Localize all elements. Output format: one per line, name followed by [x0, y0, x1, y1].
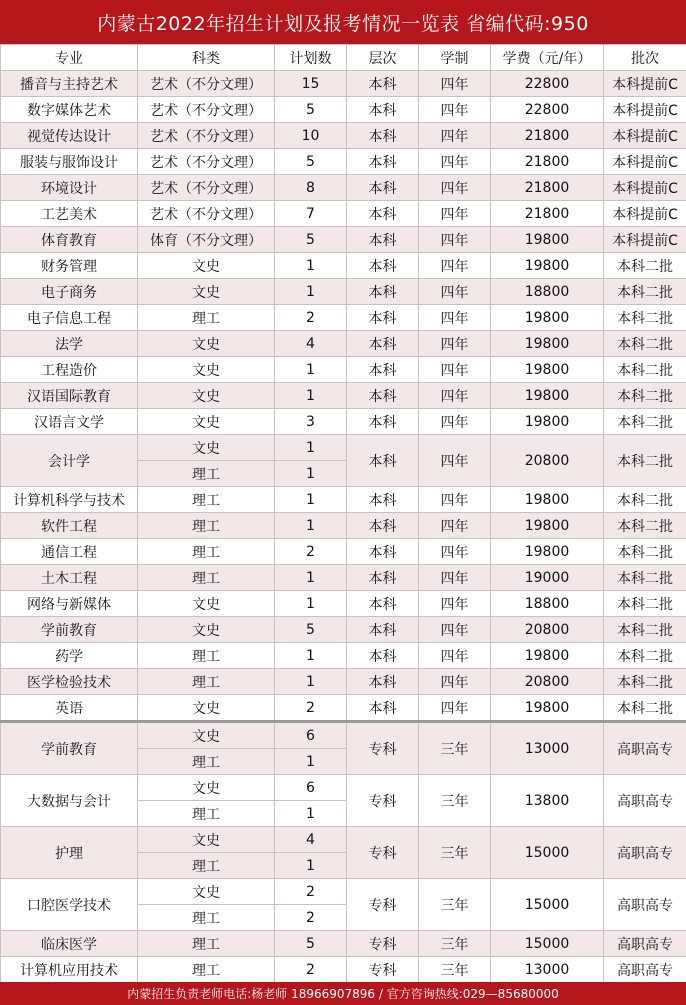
plan-cell: 5	[275, 617, 347, 643]
plan-cell: 1	[275, 357, 347, 383]
header-batch: 批次	[604, 45, 686, 71]
major-cell: 医学检验技术	[1, 669, 138, 695]
fee-cell: 19800	[491, 513, 604, 539]
table-row	[1, 827, 686, 853]
batch-cell: 本科提前C	[604, 227, 686, 253]
batch-cell: 本科二批	[604, 409, 686, 435]
table-row	[1, 775, 686, 801]
batch-cell: 本科二批	[604, 331, 686, 357]
level-cell: 本科	[347, 643, 419, 669]
table-row	[1, 123, 686, 149]
fee-cell: 15000	[491, 827, 604, 879]
batch-cell: 本科二批	[604, 435, 686, 487]
years-cell: 四年	[419, 357, 491, 383]
batch-cell: 本科提前C	[604, 175, 686, 201]
category-cell: 文史	[138, 331, 275, 357]
batch-cell: 本科提前C	[604, 201, 686, 227]
fee-cell: 13800	[491, 775, 604, 827]
header-fee: 学费（元/年）	[491, 45, 604, 71]
plan-cell: 5	[275, 149, 347, 175]
plan-cell: 2	[275, 879, 347, 905]
table-row	[1, 695, 686, 722]
category-cell: 理工	[138, 669, 275, 695]
plan-cell: 6	[275, 722, 347, 749]
level-cell: 本科	[347, 331, 419, 357]
level-cell: 本科	[347, 71, 419, 97]
level-cell: 专科	[347, 879, 419, 931]
fee-cell: 21800	[491, 123, 604, 149]
batch-cell: 本科二批	[604, 305, 686, 331]
fee-cell: 19800	[491, 305, 604, 331]
major-cell: 电子商务	[1, 279, 138, 305]
years-cell: 四年	[419, 149, 491, 175]
years-cell: 四年	[419, 97, 491, 123]
category-cell: 体育（不分文理）	[138, 227, 275, 253]
level-cell: 专科	[347, 931, 419, 957]
table-row	[1, 227, 686, 253]
plan-cell: 1	[275, 253, 347, 279]
category-cell: 理工	[138, 931, 275, 957]
table-row	[1, 617, 686, 643]
fee-cell: 21800	[491, 175, 604, 201]
years-cell: 四年	[419, 617, 491, 643]
major-cell: 汉语言文学	[1, 409, 138, 435]
batch-cell: 本科二批	[604, 383, 686, 409]
plan-cell: 10	[275, 123, 347, 149]
table-row	[1, 279, 686, 305]
table-row	[1, 487, 686, 513]
category-cell: 理工	[138, 957, 275, 983]
plan-cell: 5	[275, 931, 347, 957]
category-cell: 文史	[138, 827, 275, 853]
level-cell: 本科	[347, 123, 419, 149]
category-cell: 艺术（不分文理）	[138, 149, 275, 175]
level-cell: 本科	[347, 435, 419, 487]
table-row	[1, 435, 686, 461]
header-major: 专业	[1, 45, 138, 71]
major-cell: 药学	[1, 643, 138, 669]
category-cell: 艺术（不分文理）	[138, 201, 275, 227]
admission-table	[0, 44, 686, 983]
batch-cell: 本科二批	[604, 539, 686, 565]
fee-cell: 19800	[491, 331, 604, 357]
years-cell: 四年	[419, 383, 491, 409]
level-cell: 本科	[347, 669, 419, 695]
level-cell: 专科	[347, 722, 419, 775]
fee-cell: 22800	[491, 97, 604, 123]
plan-cell: 6	[275, 775, 347, 801]
major-cell: 护理	[1, 827, 138, 879]
fee-cell: 21800	[491, 149, 604, 175]
page-title: 内蒙古2022年招生计划及报考情况一览表 省编代码:950	[0, 0, 686, 44]
years-cell: 四年	[419, 279, 491, 305]
table-row	[1, 722, 686, 749]
fee-cell: 21800	[491, 201, 604, 227]
fee-cell: 19800	[491, 357, 604, 383]
batch-cell: 本科二批	[604, 695, 686, 722]
category-cell: 文史	[138, 591, 275, 617]
batch-cell: 本科提前C	[604, 71, 686, 97]
years-cell: 四年	[419, 435, 491, 487]
fee-cell: 13000	[491, 722, 604, 775]
plan-cell: 1	[275, 801, 347, 827]
years-cell: 四年	[419, 591, 491, 617]
table-row	[1, 669, 686, 695]
fee-cell: 18800	[491, 591, 604, 617]
table-header	[1, 45, 686, 71]
batch-cell: 高职高专	[604, 931, 686, 957]
major-cell: 网络与新媒体	[1, 591, 138, 617]
level-cell: 本科	[347, 487, 419, 513]
batch-cell: 本科提前C	[604, 123, 686, 149]
plan-cell: 4	[275, 331, 347, 357]
plan-cell: 5	[275, 227, 347, 253]
category-cell: 文史	[138, 435, 275, 461]
plan-cell: 1	[275, 487, 347, 513]
fee-cell: 19800	[491, 487, 604, 513]
major-cell: 临床医学	[1, 931, 138, 957]
plan-cell: 1	[275, 643, 347, 669]
major-cell: 环境设计	[1, 175, 138, 201]
table-row	[1, 957, 686, 983]
years-cell: 四年	[419, 513, 491, 539]
level-cell: 专科	[347, 775, 419, 827]
major-cell: 播音与主持艺术	[1, 71, 138, 97]
category-cell: 理工	[138, 643, 275, 669]
category-cell: 文史	[138, 409, 275, 435]
plan-cell: 1	[275, 853, 347, 879]
level-cell: 本科	[347, 409, 419, 435]
years-cell: 三年	[419, 957, 491, 983]
fee-cell: 13000	[491, 957, 604, 983]
plan-cell: 1	[275, 669, 347, 695]
category-cell: 理工	[138, 749, 275, 775]
plan-cell: 1	[275, 513, 347, 539]
plan-cell: 1	[275, 383, 347, 409]
batch-cell: 本科二批	[604, 643, 686, 669]
plan-cell: 2	[275, 957, 347, 983]
fee-cell: 20800	[491, 617, 604, 643]
plan-cell: 1	[275, 591, 347, 617]
batch-cell: 高职高专	[604, 879, 686, 931]
header-level: 层次	[347, 45, 419, 71]
batch-cell: 本科二批	[604, 487, 686, 513]
category-cell: 文史	[138, 383, 275, 409]
category-cell: 文史	[138, 279, 275, 305]
table-row	[1, 879, 686, 905]
major-cell: 学前教育	[1, 722, 138, 775]
fee-cell: 20800	[491, 435, 604, 487]
years-cell: 三年	[419, 722, 491, 775]
level-cell: 本科	[347, 591, 419, 617]
table-row	[1, 539, 686, 565]
plan-cell: 4	[275, 827, 347, 853]
major-cell: 会计学	[1, 435, 138, 487]
fee-cell: 19800	[491, 409, 604, 435]
years-cell: 四年	[419, 695, 491, 722]
years-cell: 四年	[419, 71, 491, 97]
batch-cell: 高职高专	[604, 957, 686, 983]
major-cell: 视觉传达设计	[1, 123, 138, 149]
years-cell: 四年	[419, 669, 491, 695]
plan-cell: 1	[275, 279, 347, 305]
header-years: 学制	[419, 45, 491, 71]
table-row	[1, 305, 686, 331]
category-cell: 理工	[138, 905, 275, 931]
level-cell: 专科	[347, 827, 419, 879]
plan-cell: 7	[275, 201, 347, 227]
major-cell: 学前教育	[1, 617, 138, 643]
major-cell: 电子信息工程	[1, 305, 138, 331]
category-cell: 艺术（不分文理）	[138, 123, 275, 149]
level-cell: 本科	[347, 617, 419, 643]
major-cell: 软件工程	[1, 513, 138, 539]
major-cell: 服装与服饰设计	[1, 149, 138, 175]
fee-cell: 19800	[491, 383, 604, 409]
major-cell: 财务管理	[1, 253, 138, 279]
category-cell: 文史	[138, 775, 275, 801]
table-row	[1, 201, 686, 227]
category-cell: 理工	[138, 853, 275, 879]
category-cell: 理工	[138, 801, 275, 827]
batch-cell: 本科二批	[604, 591, 686, 617]
years-cell: 四年	[419, 305, 491, 331]
category-cell: 理工	[138, 565, 275, 591]
level-cell: 本科	[347, 305, 419, 331]
table-row	[1, 331, 686, 357]
batch-cell: 本科提前C	[604, 97, 686, 123]
years-cell: 四年	[419, 643, 491, 669]
major-cell: 大数据与会计	[1, 775, 138, 827]
table-row	[1, 409, 686, 435]
batch-cell: 高职高专	[604, 827, 686, 879]
major-cell: 体育教育	[1, 227, 138, 253]
category-cell: 艺术（不分文理）	[138, 97, 275, 123]
table-row	[1, 383, 686, 409]
header-plan: 计划数	[275, 45, 347, 71]
plan-cell: 15	[275, 71, 347, 97]
category-cell: 文史	[138, 357, 275, 383]
table-row	[1, 513, 686, 539]
level-cell: 本科	[347, 565, 419, 591]
batch-cell: 高职高专	[604, 775, 686, 827]
table-row	[1, 931, 686, 957]
years-cell: 三年	[419, 827, 491, 879]
major-cell: 通信工程	[1, 539, 138, 565]
level-cell: 本科	[347, 201, 419, 227]
category-cell: 理工	[138, 487, 275, 513]
batch-cell: 本科二批	[604, 279, 686, 305]
batch-cell: 本科二批	[604, 617, 686, 643]
category-cell: 理工	[138, 461, 275, 487]
years-cell: 四年	[419, 175, 491, 201]
years-cell: 四年	[419, 487, 491, 513]
fee-cell: 18800	[491, 279, 604, 305]
plan-cell: 5	[275, 97, 347, 123]
plan-cell: 3	[275, 409, 347, 435]
plan-cell: 1	[275, 749, 347, 775]
category-cell: 理工	[138, 513, 275, 539]
category-cell: 文史	[138, 879, 275, 905]
table-row	[1, 97, 686, 123]
years-cell: 四年	[419, 565, 491, 591]
table-row	[1, 149, 686, 175]
plan-cell: 8	[275, 175, 347, 201]
batch-cell: 本科二批	[604, 357, 686, 383]
table-row	[1, 591, 686, 617]
plan-cell: 2	[275, 305, 347, 331]
table-row	[1, 357, 686, 383]
major-cell: 英语	[1, 695, 138, 722]
level-cell: 本科	[347, 253, 419, 279]
years-cell: 四年	[419, 201, 491, 227]
level-cell: 本科	[347, 539, 419, 565]
batch-cell: 本科二批	[604, 253, 686, 279]
years-cell: 四年	[419, 123, 491, 149]
level-cell: 本科	[347, 695, 419, 722]
plan-cell: 1	[275, 565, 347, 591]
major-cell: 工程造价	[1, 357, 138, 383]
years-cell: 三年	[419, 879, 491, 931]
fee-cell: 19800	[491, 695, 604, 722]
plan-cell: 1	[275, 435, 347, 461]
level-cell: 本科	[347, 175, 419, 201]
batch-cell: 本科二批	[604, 565, 686, 591]
fee-cell: 15000	[491, 879, 604, 931]
category-cell: 艺术（不分文理）	[138, 175, 275, 201]
fee-cell: 19800	[491, 253, 604, 279]
years-cell: 四年	[419, 253, 491, 279]
batch-cell: 本科提前C	[604, 149, 686, 175]
category-cell: 文史	[138, 617, 275, 643]
category-cell: 文史	[138, 722, 275, 749]
fee-cell: 15000	[491, 931, 604, 957]
level-cell: 本科	[347, 279, 419, 305]
plan-cell: 2	[275, 695, 347, 722]
table-row	[1, 565, 686, 591]
level-cell: 本科	[347, 513, 419, 539]
years-cell: 四年	[419, 539, 491, 565]
plan-cell: 1	[275, 461, 347, 487]
major-cell: 口腔医学技术	[1, 879, 138, 931]
fee-cell: 19000	[491, 565, 604, 591]
batch-cell: 高职高专	[604, 722, 686, 775]
major-cell: 计算机科学与技术	[1, 487, 138, 513]
major-cell: 计算机应用技术	[1, 957, 138, 983]
fee-cell: 20800	[491, 669, 604, 695]
category-cell: 文史	[138, 253, 275, 279]
major-cell: 汉语国际教育	[1, 383, 138, 409]
table-row	[1, 643, 686, 669]
years-cell: 四年	[419, 409, 491, 435]
level-cell: 本科	[347, 149, 419, 175]
major-cell: 工艺美术	[1, 201, 138, 227]
category-cell: 理工	[138, 539, 275, 565]
level-cell: 专科	[347, 957, 419, 983]
level-cell: 本科	[347, 383, 419, 409]
table-row	[1, 253, 686, 279]
years-cell: 四年	[419, 227, 491, 253]
batch-cell: 本科二批	[604, 513, 686, 539]
years-cell: 四年	[419, 331, 491, 357]
level-cell: 本科	[347, 227, 419, 253]
level-cell: 本科	[347, 357, 419, 383]
batch-cell: 本科二批	[604, 669, 686, 695]
header-category: 科类	[138, 45, 275, 71]
table-row	[1, 175, 686, 201]
major-cell: 土木工程	[1, 565, 138, 591]
level-cell: 本科	[347, 97, 419, 123]
fee-cell: 19800	[491, 643, 604, 669]
plan-cell: 2	[275, 539, 347, 565]
fee-cell: 19800	[491, 539, 604, 565]
category-cell: 艺术（不分文理）	[138, 71, 275, 97]
footer-contact: 内蒙招生负责老师电话:杨老师 18966907896 / 官方咨询热线:029—85680000	[0, 982, 686, 1005]
plan-cell: 2	[275, 905, 347, 931]
major-cell: 法学	[1, 331, 138, 357]
table-row	[1, 71, 686, 97]
fee-cell: 19800	[491, 227, 604, 253]
years-cell: 三年	[419, 775, 491, 827]
category-cell: 文史	[138, 695, 275, 722]
major-cell: 数字媒体艺术	[1, 97, 138, 123]
category-cell: 理工	[138, 305, 275, 331]
years-cell: 三年	[419, 931, 491, 957]
fee-cell: 22800	[491, 71, 604, 97]
